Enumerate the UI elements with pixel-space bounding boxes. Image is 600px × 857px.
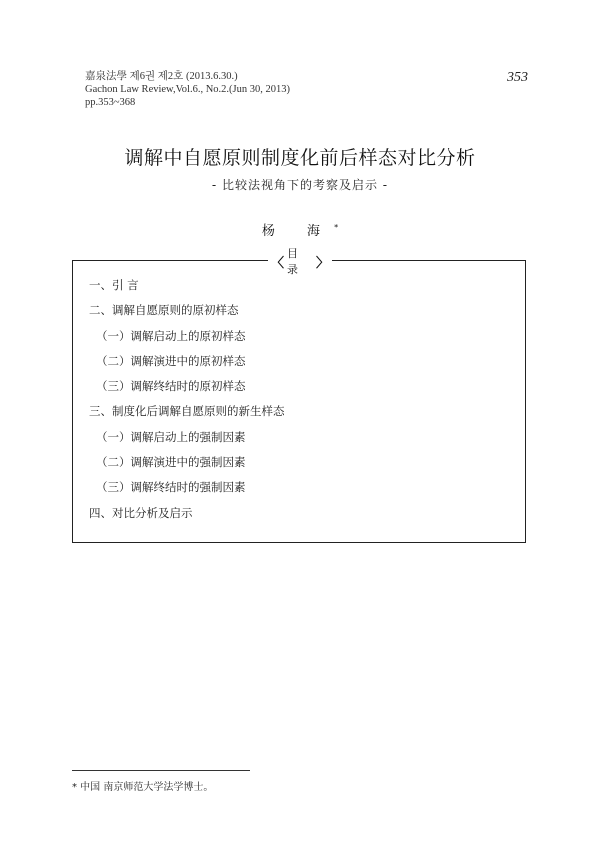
table-of-contents (72, 247, 526, 543)
author-name: 杨 海 (261, 224, 335, 239)
toc-subitem: （二）调解演进中的强制因素 (96, 455, 246, 470)
journal-english-line: Gachon Law Review,Vol.6., No.2.(Jun 30, 2013) (85, 84, 291, 95)
chevron-right-icon: 〉 (315, 255, 329, 271)
article-subtitle: - 比较法视角下的考察及启示 - (211, 178, 389, 192)
page-number: 353 (507, 70, 528, 85)
journal-header (85, 70, 290, 109)
toc-item: 四、对比分析及启示 (89, 505, 193, 520)
toc-subitem: （三）调解终结时的强制因素 (96, 480, 246, 495)
toc-item: 二、调解自愿原则的原初样态 (89, 303, 239, 318)
author (0, 220, 600, 239)
toc-item: 一、引 言 (89, 278, 139, 292)
toc-subitem: （三）调解终结时的原初样态 (96, 379, 246, 394)
footnote-divider (72, 770, 250, 771)
page-range: pp.353~368 (85, 97, 136, 108)
toc-subitem: （一）调解启动上的强制因素 (96, 429, 246, 444)
author-footnote: * 中国 南京师范大学法学博士。 (72, 782, 214, 793)
article-title: 调解中自愿原则制度化前后样态对比分析 (124, 147, 476, 169)
author-footnote-mark: * (334, 223, 339, 232)
toc-heading (268, 247, 332, 276)
toc-heading-label: 目 录 (287, 247, 305, 276)
chevron-left-icon: 〈 (271, 255, 285, 271)
toc-list (89, 277, 285, 530)
journal-korean-line: 嘉泉法學 제6권 제2호 (2013.6.30.) (85, 71, 238, 82)
toc-subitem: （一）调解启动上的原初样态 (96, 328, 246, 343)
toc-subitem: （二）调解演进中的原初样态 (96, 353, 246, 368)
toc-item: 三、制度化后调解自愿原则的新生样态 (89, 404, 285, 419)
